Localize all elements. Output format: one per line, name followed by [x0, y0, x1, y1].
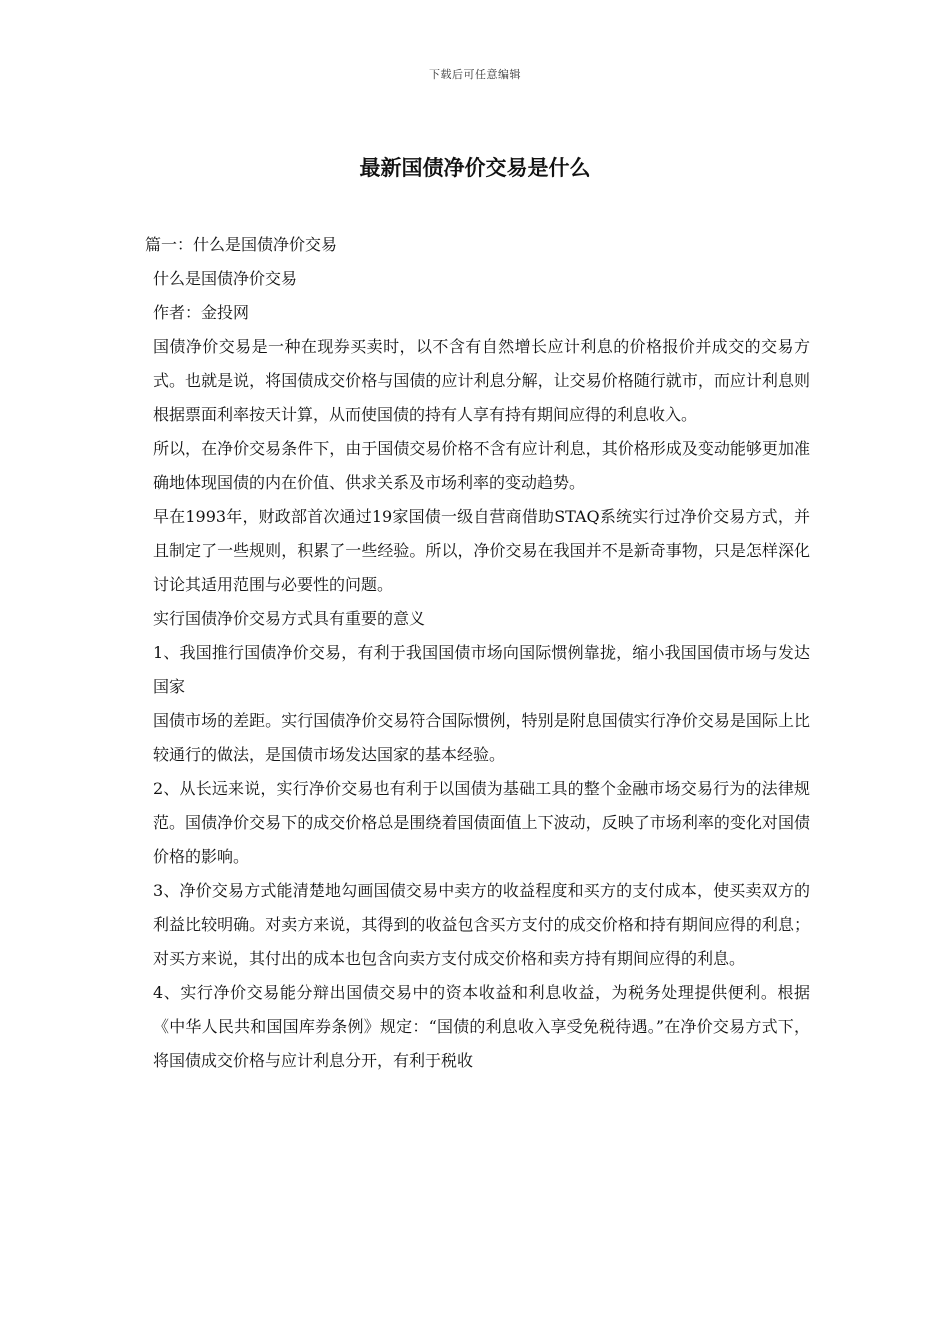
subheading: 实行国债净价交易方式具有重要的意义 — [153, 609, 426, 628]
header-note: 下载后可任意编辑 — [429, 68, 521, 81]
article-title: 什么是国债净价交易 — [153, 269, 298, 288]
section-heading: 篇一：什么是国债净价交易 — [145, 235, 338, 254]
body-paragraph: 早在1993年，财政部首次通过19家国债一级自营商借助STAQ系统实行过净价交易方式，并且制定了一些规则，积累了一些经验。所以，净价交易在我国并不是新奇事物，只是怎样深化讨论其适用范围与必要性的问题。 — [153, 507, 810, 594]
body-paragraph: 国债市场的差距。实行国债净价交易符合国际惯例，特别是附息国债实行净价交易是国际上比较通行的做法，是国债市场发达国家的基本经验。 — [153, 711, 810, 764]
body-paragraph: 国债净价交易是一种在现券买卖时，以不含有自然增长应计利息的价格报价并成交的交易方式。也就是说，将国债成交价格与国债的应计利息分解，让交易价格随行就市，而应计利息则根据票面利率按天计算，从而使国债的持有人享有持有期间应得的利息收入。 — [153, 337, 810, 424]
article-author: 作者：金投网 — [153, 303, 250, 322]
list-item: 1、我国推行国债净价交易，有利于我国国债市场向国际惯例靠拢，缩小我国国债市场与发达国家 — [153, 643, 810, 696]
list-item: 2、从长远来说，实行净价交易也有利于以国债为基础工具的整个金融市场交易行为的法律规范。国债净价交易下的成交价格总是围绕着国债面值上下波动，反映了市场利率的变化对国债价格的影响。 — [153, 779, 810, 866]
document-title: 最新国债净价交易是什么 — [359, 156, 591, 180]
list-item: 4、实行净价交易能分辩出国债交易中的资本收益和利息收益，为税务处理提供便利。根据《中华人民共和国国库券条例》规定：“国债的利息收入享受免税待遇。”在净价交易方式下，将国债成交价格与应计利息分开，有利于税收 — [153, 983, 810, 1070]
body-paragraph: 所以，在净价交易条件下，由于国债交易价格不含有应计利息，其价格形成及变动能够更加准确地体现国债的内在价值、供求关系及市场利率的变动趋势。 — [153, 439, 810, 492]
list-item: 3、净价交易方式能清楚地勾画国债交易中卖方的收益程度和买方的支付成本，使买卖双方的利益比较明确。对卖方来说，其得到的收益包含买方支付的成交价格和持有期间应得的利息；对买方来说，其付出的成本也包含向卖方支付成交价格和卖方持有期间应得的利息。 — [153, 881, 810, 968]
document-body — [145, 228, 810, 1078]
